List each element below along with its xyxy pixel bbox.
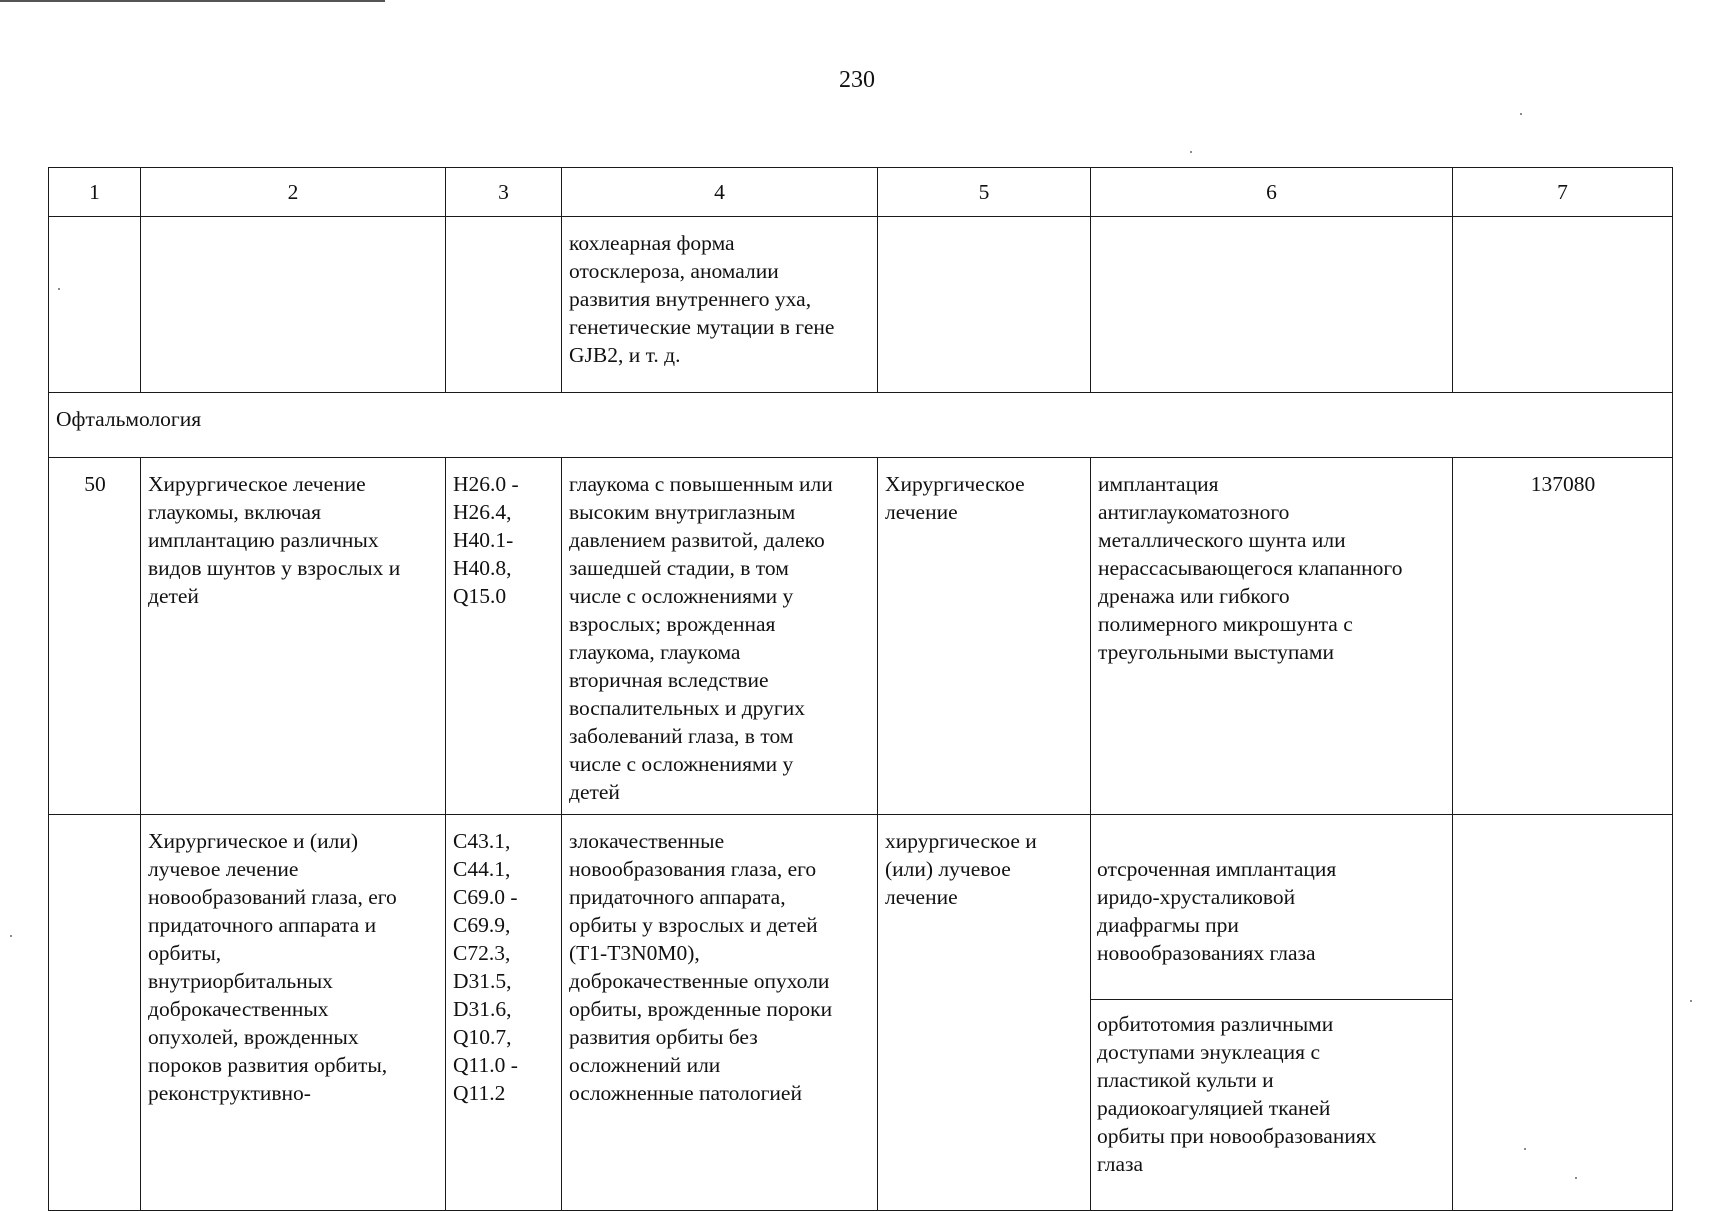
section-title: Офтальмология [49,393,1673,458]
cell-empty [49,217,141,393]
cell-row-number: 50 [49,458,141,815]
table-row-continuation [49,217,1673,393]
scan-edge-line [0,0,385,2]
scan-speck [1190,151,1192,153]
cell-empty [446,217,562,393]
scan-speck [1524,1148,1526,1150]
cell-cost-amount: 137080 [1453,458,1673,815]
scan-speck [1520,113,1522,115]
treatment-method-b: орбитотомия различными доступами энуклеация с пластикой культи и радиокоагуляцией тканей орбиты при новообразованиях глаза [1091,999,1452,1182]
cell-empty [141,217,446,393]
cell-icd-codes: C43.1, C44.1, C69.0 - C69.9, C72.3, D31.5, D31.6, Q10.7, Q11.0 - Q11.2 [446,815,562,1211]
col-header-6: 6 [1091,168,1453,217]
cell-care-name: Хирургическое и (или) лучевое лечение новообразований глаза, его придаточного аппарата и орбиты, внутриорбитальных доброкачественных опухолей, врожденных пороков развития орбиты, реконструктивно- [141,815,446,1211]
scan-speck [1690,1000,1692,1002]
cell-empty [1453,217,1673,393]
cell-row-number [49,815,141,1211]
table-row-50 [49,458,1673,815]
cell-care-name: Хирургическое лечение глаукомы, включая имплантацию различных видов шунтов у взрослых и детей [141,458,446,815]
col-header-7: 7 [1453,168,1673,217]
col-header-2: 2 [141,168,446,217]
page-number: 230 [839,67,875,93]
col-header-5: 5 [878,168,1091,217]
col-header-3: 3 [446,168,562,217]
cell-empty [878,217,1091,393]
scan-speck [1575,1177,1577,1179]
cell-cost-amount [1453,815,1673,1211]
cell-patient-model: кохлеарная форма отосклероза, аномалии развития внутреннего уха, генетические мутации в гене GJB2, и т. д. [562,217,878,393]
cell-treatment-methods [1091,815,1453,1211]
treatment-method-a: отсроченная имплантация иридо-хрусталиковой диафрагмы при новообразованиях глаза [1097,857,1337,965]
section-row-ophthalmology [49,393,1673,458]
cell-empty [1091,217,1453,393]
cell-patient-model: злокачественные новообразования глаза, его придаточного аппарата, орбиты у взрослых и детей (T1-T3N0M0), доброкачественные опухоли орбиты, врожденные пороки развития орбиты без осложнений или осложненные патологией [562,815,878,1211]
column-number-row [49,168,1673,217]
table-row-51 [49,815,1673,1211]
cell-treatment-type: Хирургическое лечение [878,458,1091,815]
col-header-1: 1 [49,168,141,217]
col-header-4: 4 [562,168,878,217]
medical-care-table [48,167,1673,1211]
cell-treatment-type: хирургическое и (или) лучевое лечение [878,815,1091,1211]
cell-patient-model: глаукома с повышенным или высоким внутриглазным давлением развитой, далеко зашедшей стадии, в том числе с осложнениями у взрослых; врожденная глаукома, глаукома вторичная вследствие воспалительных и других заболеваний глаза, в том числе с осложнениями у детей [562,458,878,815]
cell-treatment-method: имплантация антиглаукоматозного металлического шунта или нерассасывающегося клапанного дренажа или гибкого полимерного микрошунта с треугольными выступами [1091,458,1453,815]
cell-icd-codes: H26.0 - H26.4, H40.1- H40.8, Q15.0 [446,458,562,815]
scan-speck [10,935,12,937]
scan-speck [58,288,60,290]
